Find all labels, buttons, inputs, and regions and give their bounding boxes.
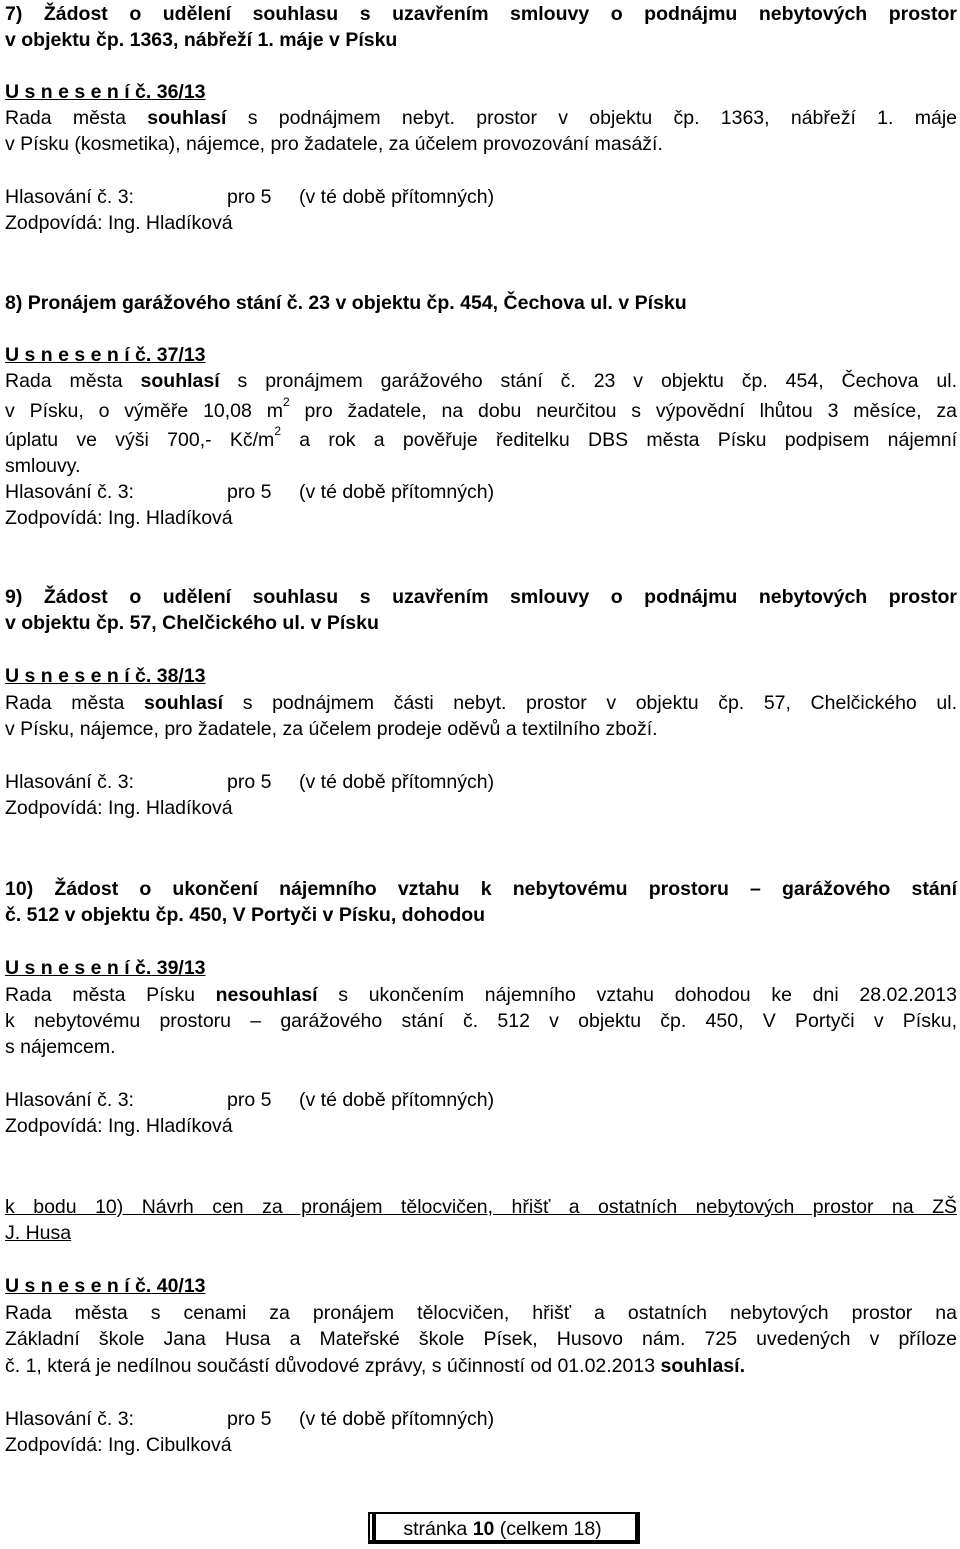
section-8-body-line-1 — [5, 368, 957, 394]
section-9-responsible: Zodpovídá: Ing. Hladíková — [5, 797, 233, 819]
resolution-label: U s n e s e n í č. — [5, 81, 152, 103]
keyword-souhlasi: souhlasí — [147, 107, 227, 129]
section-11-resolution-heading — [5, 1273, 957, 1299]
section-8-body-line-4: smlouvy. — [5, 455, 81, 477]
page-prefix: stránka — [403, 1518, 473, 1540]
section-9-body-line-2: v Písku, nájemce, pro žadatele, za účelem prodeje oděvů a textilního zboží. — [5, 718, 658, 740]
vote-label: Hlasování č. 3: — [5, 186, 134, 208]
section-7-resolution-heading — [5, 79, 957, 105]
vote-note: (v té době přítomných) — [299, 1089, 495, 1111]
text-run: Rada města — [5, 107, 148, 129]
section-8-title-line-1: 8) Pronájem garážového stání č. 23 v objektu čp. 454, Čechova ul. v Písku — [5, 292, 687, 314]
section-11-responsible: Zodpovídá: Ing. Cibulková — [5, 1434, 232, 1456]
text-run: Rada města — [5, 370, 141, 392]
section-11-title-line-2 — [5, 1220, 957, 1246]
text-run: s pronájmem garážového stání č. 23 v objektu čp. 454, Čechova ul. — [219, 370, 957, 392]
resolution-number: 40/13 — [151, 1275, 206, 1297]
resolution-number: 39/13 — [151, 957, 206, 979]
page-total: (celkem 18) — [494, 1518, 602, 1540]
section-11-body-line-1: Rada města s cenami za pronájem tělocvičen, hřišť a ostatních nebytových prostor na — [5, 1302, 957, 1324]
section-8-resolution-heading — [5, 342, 957, 368]
resolution-number: 36/13 — [151, 81, 206, 103]
vote-label: Hlasování č. 3: — [5, 1408, 134, 1430]
section-7-body-line-1 — [5, 105, 957, 131]
section-10-title-line-2: č. 512 v objektu čp. 450, V Portyči v Písku, dohodou — [5, 904, 486, 926]
section-7-responsible: Zodpovídá: Ing. Hladíková — [5, 212, 233, 234]
text-run: s podnájmem nebyt. prostor v objektu čp. 1363, nábřeží 1. máje — [226, 107, 957, 129]
section-7-title-line-2: v objektu čp. 1363, nábřeží 1. máje v Písku — [5, 29, 398, 51]
text-run: č. 1, která je nedílnou součástí důvodové zprávy, s účinností od 01.02.2013 — [5, 1355, 661, 1377]
text-run: úplatu ve výši 700,- Kč/m — [5, 429, 275, 451]
vote-count: pro 5 — [227, 186, 272, 208]
vote-count: pro 5 — [227, 1408, 272, 1430]
superscript: 2 — [282, 395, 290, 409]
keyword-nesouhlasi: nesouhlasí — [215, 984, 318, 1006]
section-10-body-line-2: k nebytovému prostoru – garážového stání č. 512 v objektu čp. 450, V Portyči v Písku, — [5, 1010, 957, 1032]
section-10-body-line-3: s nájemcem. — [5, 1036, 116, 1058]
text-run: a rok a pověřuje ředitelku DBS města Písku podpisem nájemní — [281, 429, 958, 451]
section-9-title-line-2: v objektu čp. 57, Chelčického ul. v Písku — [5, 612, 379, 634]
section-10-title-line-1: 10) Žádost o ukončení nájemního vztahu k nebytovému prostoru – garážového stání — [5, 878, 957, 900]
resolution-label: U s n e s e n í č. — [5, 1275, 152, 1297]
section-7-title-line-1: 7) Žádost o udělení souhlasu s uzavřením smlouvy o podnájmu nebytových prostor — [5, 3, 957, 25]
page-current: 10 — [472, 1518, 495, 1540]
section-8-body-line-2 — [5, 395, 957, 424]
superscript: 2 — [274, 424, 281, 438]
keyword-souhlasi: souhlasí. — [660, 1355, 745, 1377]
vote-note: (v té době přítomných) — [299, 771, 495, 793]
resolution-label: U s n e s e n í č. — [5, 344, 152, 366]
section-9-title-line-1: 9) Žádost o udělení souhlasu s uzavřením smlouvy o podnájmu nebytových prostor — [5, 586, 957, 608]
section-9-body-line-1 — [5, 690, 957, 716]
resolution-label: U s n e s e n í č. — [5, 957, 152, 979]
text-run: Rada města — [5, 692, 144, 714]
vote-note: (v té době přítomných) — [299, 186, 495, 208]
vote-count: pro 5 — [227, 1089, 272, 1111]
vote-note: (v té době přítomných) — [299, 1408, 495, 1430]
vote-note: (v té době přítomných) — [299, 481, 495, 503]
section-8-body-line-3 — [5, 424, 958, 453]
resolution-label: U s n e s e n í č. — [5, 665, 152, 687]
vote-count: pro 5 — [227, 771, 272, 793]
section-9-resolution-heading — [5, 663, 957, 689]
vote-label: Hlasování č. 3: — [5, 1089, 134, 1111]
vote-label: Hlasování č. 3: — [5, 771, 134, 793]
text-run: pro žadatele, na dobu neurčitou s výpovědní lhůtou 3 měsíce, za — [289, 400, 957, 422]
section-11-body-line-3 — [5, 1353, 957, 1379]
keyword-souhlasi: souhlasí — [140, 370, 220, 392]
resolution-number: 38/13 — [151, 665, 206, 687]
page-number-box — [368, 1512, 640, 1544]
text-run: v Písku, o výměře 10,08 m — [5, 400, 283, 422]
section-8-responsible: Zodpovídá: Ing. Hladíková — [5, 507, 233, 529]
vote-count: pro 5 — [227, 481, 272, 503]
title-text: J. Husa — [5, 1222, 72, 1244]
section-10-body-line-1 — [5, 982, 957, 1008]
resolution-number: 37/13 — [151, 344, 206, 366]
section-11-body-line-2: Základní škole Jana Husa a Mateřské škole Písek, Husovo nám. 725 uvedených v příloze — [5, 1328, 957, 1350]
section-10-responsible: Zodpovídá: Ing. Hladíková — [5, 1115, 233, 1137]
text-run: s ukončením nájemního vztahu dohodou ke dni 28.02.2013 — [317, 984, 958, 1006]
vote-label: Hlasování č. 3: — [5, 481, 134, 503]
section-7-body-line-2: v Písku (kosmetika), nájemce, pro žadatele, za účelem provozování masáží. — [5, 133, 663, 155]
text-run: Rada města Písku — [5, 984, 216, 1006]
page-number — [370, 1516, 635, 1542]
text-run: s podnájmem části nebyt. prostor v objektu čp. 57, Chelčického ul. — [223, 692, 957, 714]
section-10-resolution-heading — [5, 955, 957, 981]
keyword-souhlasi: souhlasí — [143, 692, 224, 714]
section-11-title-line-1: k bodu 10) Návrh cen za pronájem tělocvičen, hřišť a ostatních nebytových prostor na ZŠ — [5, 1196, 957, 1218]
